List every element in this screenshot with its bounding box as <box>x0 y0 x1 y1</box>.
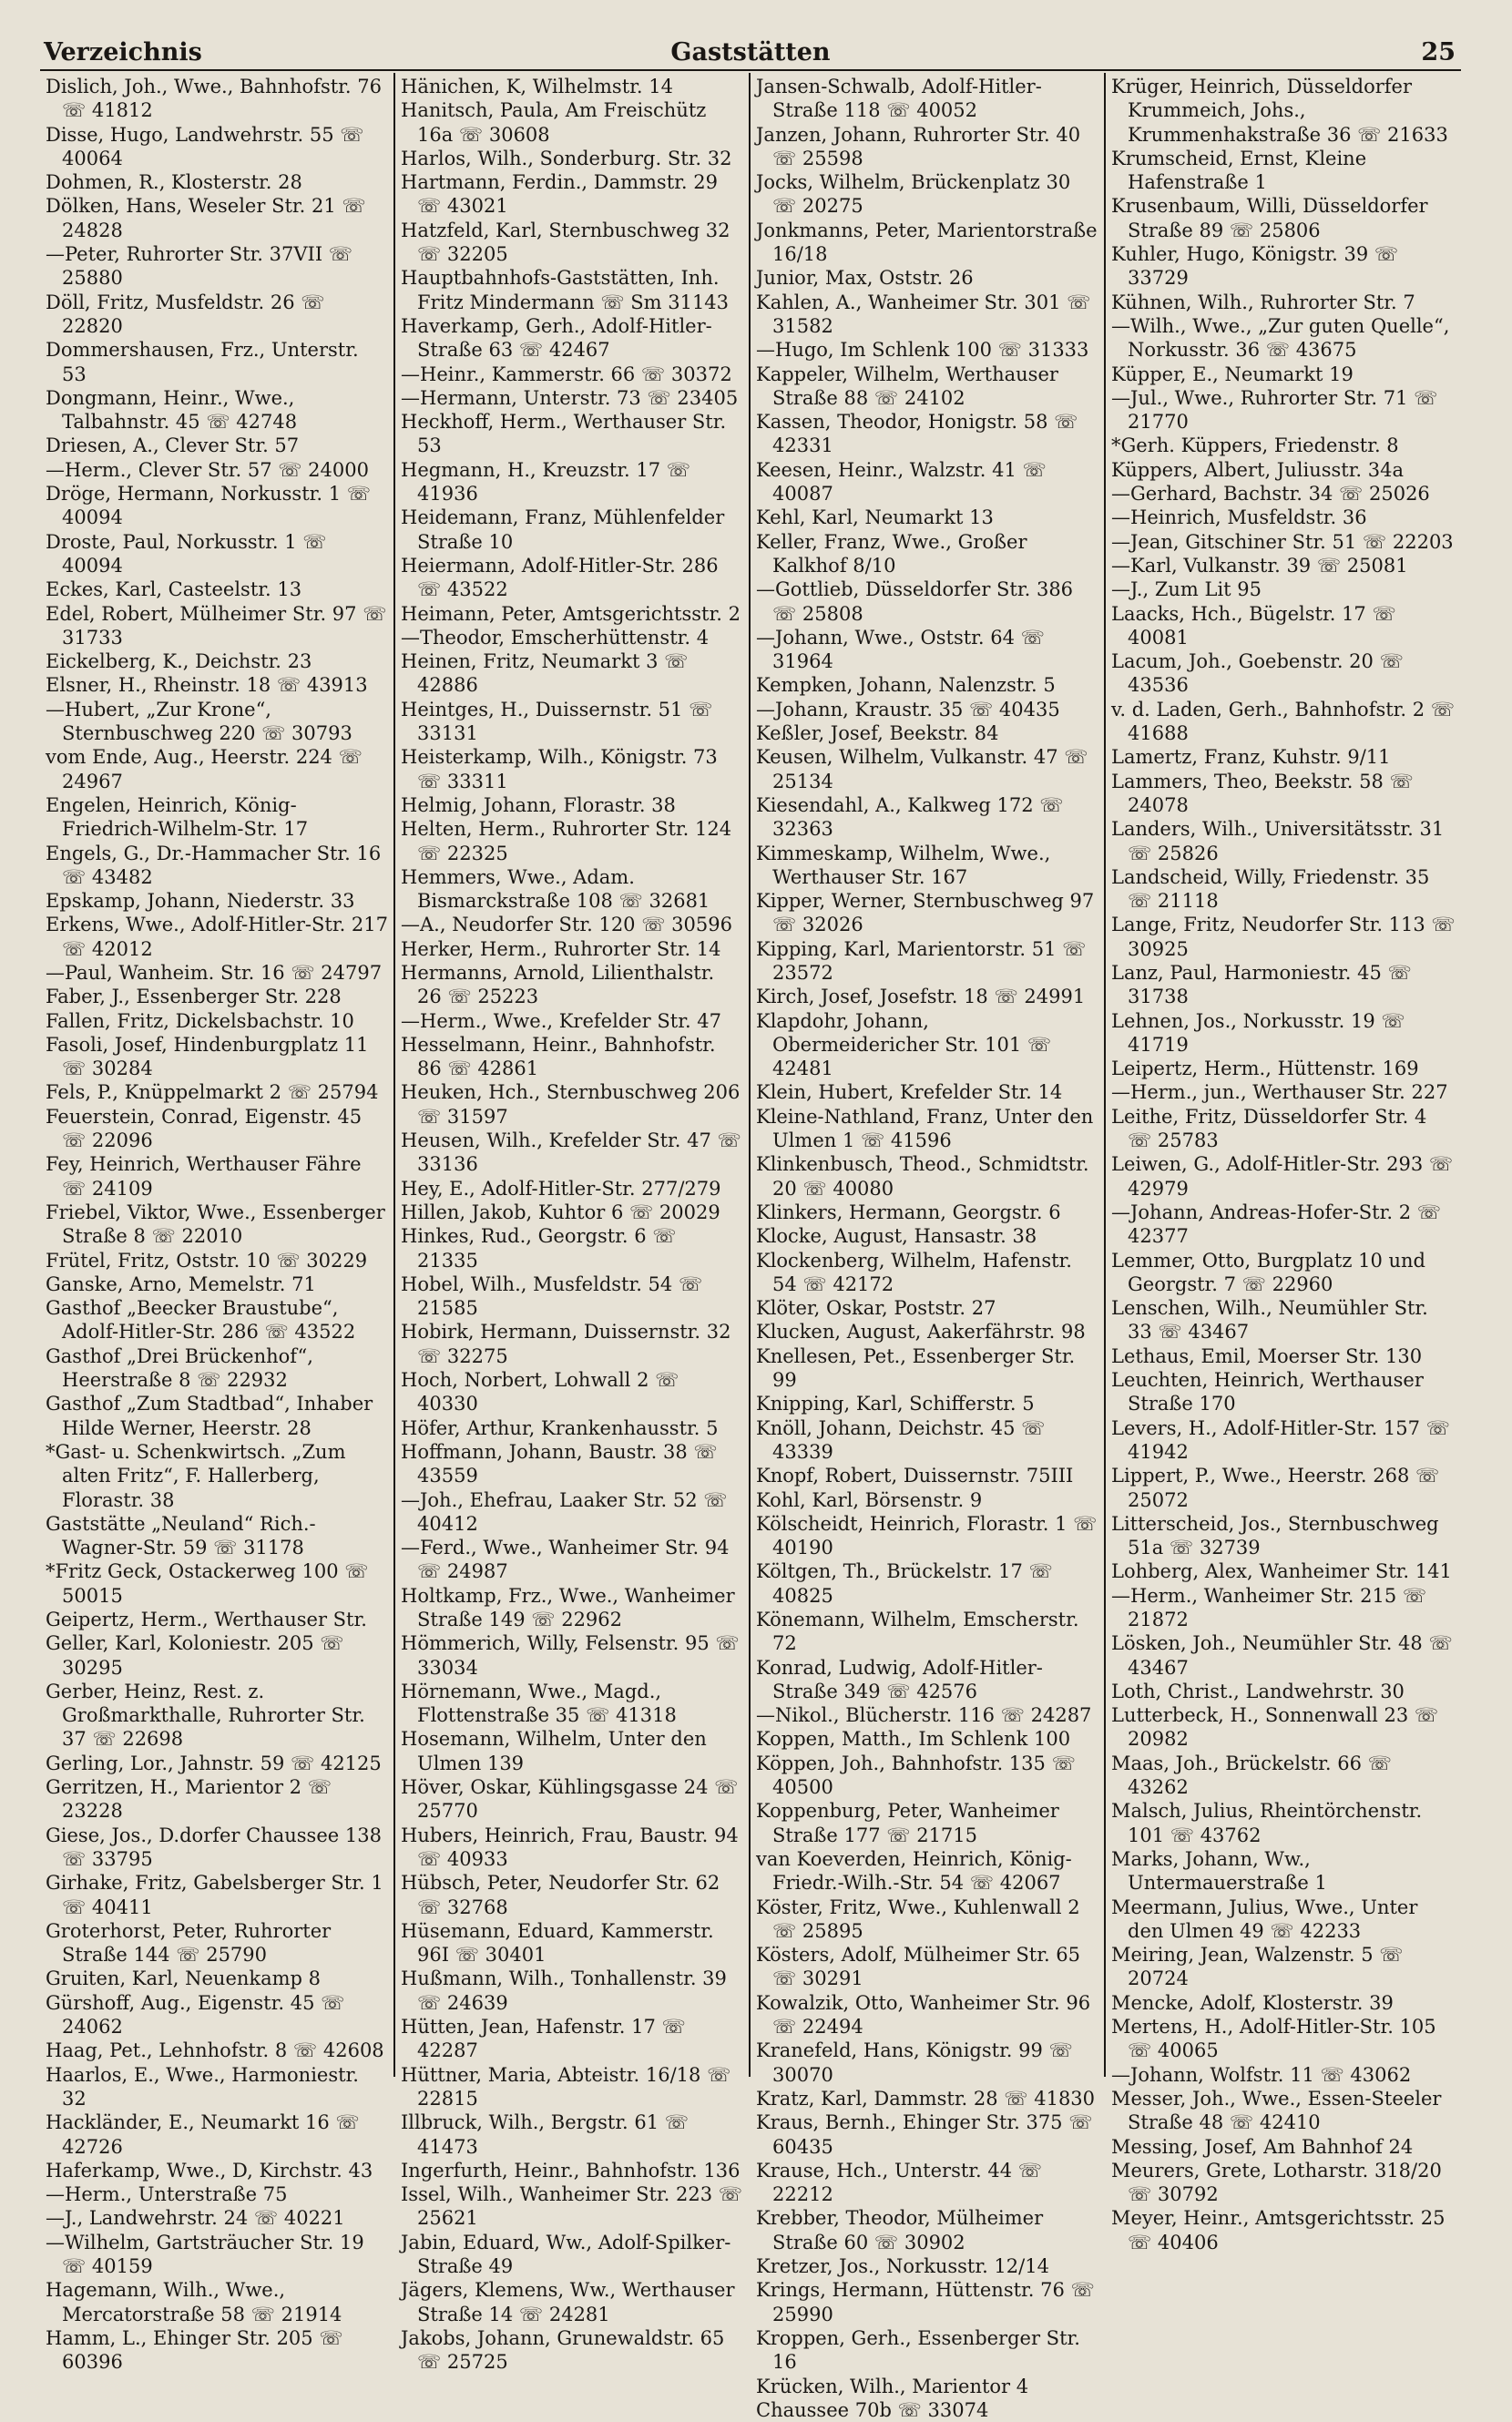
directory-entry: Disse, Hugo, Landwehrstr. 55 ☏ 40064 <box>46 123 364 169</box>
directory-entry: Dongmann, Heinr., Wwe., Talbahnstr. 45 ☏ 42748 <box>46 386 298 434</box>
directory-entry: Koppenburg, Peter, Wanheimer Straße 177 ☏ 21715 <box>756 1800 1059 1846</box>
directory-entry: Giese, Jos., D.dorfer Chaussee 138 ☏ 33795 <box>46 1824 382 1870</box>
directory-entry: Hillen, Jakob, Kuhtor 6 ☏ 20029 <box>401 1201 720 1223</box>
directory-entry: Lutterbeck, H., Sonnenwall 23 ☏ 20982 <box>1111 1704 1439 1751</box>
directory-entry: Eckes, Karl, Casteelstr. 13 <box>46 578 302 601</box>
directory-entry: Landers, Wilh., Universitätsstr. 31 ☏ 25826 <box>1111 818 1445 864</box>
directory-entry: Helten, Herm., Ruhrorter Str. 124 ☏ 22325 <box>401 818 732 864</box>
directory-entry: Kösters, Adolf, Mülheimer Str. 65 ☏ 30291 <box>756 1944 1081 1990</box>
column-1 <box>40 73 395 2374</box>
directory-entry: Kratz, Karl, Dammstr. 28 ☏ 41830 <box>756 2087 1096 2110</box>
directory-entry: Helmig, Johann, Florastr. 38 <box>401 793 676 816</box>
directory-entry: —Heinrich, Musfeldstr. 36 <box>1111 506 1367 529</box>
directory-entry: Engelen, Heinrich, König-Friedrich-Wilhelm-Str. 17 <box>46 793 309 841</box>
directory-entry: Kehl, Karl, Neumarkt 13 <box>756 506 994 529</box>
directory-entry: Laacks, Hch., Bügelstr. 17 ☏ 40081 <box>1111 602 1396 649</box>
directory-entry: Gasthof „Beecker Braustube“, Adolf-Hitler-Str. 286 ☏ 43522 <box>46 1297 356 1344</box>
directory-entry: Klockenberg, Wilhelm, Hafenstr. 54 ☏ 42172 <box>756 1249 1072 1295</box>
directory-entry: —Gottlieb, Düsseldorfer Str. 386 ☏ 25808 <box>756 578 1074 625</box>
directory-entry: —Hermann, Unterstr. 73 ☏ 23405 <box>401 386 739 409</box>
directory-entry: Hubers, Heinrich, Frau, Baustr. 94 ☏ 40933 <box>401 1824 739 1870</box>
directory-entry: Chaussee 70b ☏ 33074 <box>756 2398 989 2421</box>
directory-entry: Klöter, Oskar, Poststr. 27 <box>756 1297 996 1320</box>
directory-entry: Junior, Max, Oststr. 26 <box>756 267 974 290</box>
directory-entry: Krumscheid, Ernst, Kleine Hafenstraße 1 <box>1111 147 1367 194</box>
directory-entry: Lanz, Paul, Harmoniestr. 45 ☏ 31738 <box>1111 961 1412 1008</box>
directory-entry: Engels, G., Dr.-Hammacher Str. 16 ☏ 43482 <box>46 842 382 888</box>
listing-columns <box>40 73 1461 2421</box>
directory-entry: Lacum, Joh., Goebenstr. 20 ☏ 43536 <box>1111 650 1404 697</box>
directory-entry: Krings, Hermann, Hüttenstr. 76 ☏ 25990 <box>756 2279 1095 2325</box>
directory-entry: Leithe, Fritz, Düsseldorfer Str. 4 ☏ 25783 <box>1111 1105 1427 1152</box>
directory-entry: Heiermann, Adolf-Hitler-Str. 286 ☏ 43522 <box>401 554 719 601</box>
directory-entry: Krause, Hch., Unterstr. 44 ☏ 22212 <box>756 2159 1043 2206</box>
directory-entry: Epskamp, Johann, Niederstr. 33 <box>46 890 355 913</box>
directory-entry: Küppers, Albert, Juliusstr. 34a <box>1111 458 1405 481</box>
directory-entry: —Johann, Wwe., Oststr. 64 ☏ 31964 <box>756 626 1045 673</box>
directory-entry: Geller, Karl, Koloniestr. 205 ☏ 30295 <box>46 1632 344 1679</box>
directory-entry: Lethaus, Emil, Moerser Str. 130 <box>1111 1344 1423 1367</box>
directory-entry: Kipping, Karl, Marientorstr. 51 ☏ 23572 <box>756 937 1087 984</box>
directory-entry: Leiwen, G., Adolf-Hitler-Str. 293 ☏ 42979 <box>1111 1153 1454 1200</box>
directory-entry: Hackländer, E., Neumarkt 16 ☏ 42726 <box>46 2111 360 2158</box>
directory-entry: —Joh., Ehefrau, Laaker Str. 52 ☏ 40412 <box>401 1488 728 1535</box>
directory-entry: Krücken, Wilh., Marientor 4 <box>756 2375 1029 2397</box>
directory-entry: Klein, Hubert, Krefelder Str. 14 <box>756 1081 1063 1104</box>
directory-entry: Dohmen, R., Klosterstr. 28 <box>46 171 302 194</box>
directory-entry: Leipertz, Herm., Hüttenstr. 169 <box>1111 1058 1419 1080</box>
directory-entry: Kempken, Johann, Nalenzstr. 5 <box>756 674 1056 697</box>
directory-entry: Heintges, H., Duissernstr. 51 ☏ 33131 <box>401 698 713 745</box>
directory-entry: Kirch, Josef, Josefstr. 18 ☏ 24991 <box>756 986 1086 1008</box>
directory-entry: Fey, Heinrich, Werthauser Fähre ☏ 24109 <box>46 1153 362 1200</box>
directory-entry: Heidemann, Franz, Mühlenfelder Straße 10 <box>401 506 725 553</box>
directory-entry: Hey, E., Adolf-Hitler-Str. 277/279 <box>401 1177 721 1200</box>
directory-entry: Messer, Joh., Wwe., Essen-Steeler Straße 48 ☏ 42410 <box>1111 2087 1442 2134</box>
directory-entry: Gerling, Lor., Jahnstr. 59 ☏ 42125 <box>46 1752 382 1774</box>
directory-entry: Lenschen, Wilh., Neumühler Str. 33 ☏ 43467 <box>1111 1297 1428 1344</box>
directory-entry: Illbruck, Wilh., Bergstr. 61 ☏ 41473 <box>401 2111 690 2158</box>
directory-entry: Knopf, Robert, Duissernstr. 75III <box>756 1465 1074 1487</box>
directory-entry: —Herm., Wwe., Krefelder Str. 47 <box>401 1009 722 1032</box>
directory-entry: Issel, Wilh., Wanheimer Str. 223 ☏ 25621 <box>401 2183 742 2230</box>
directory-entry: Köppen, Joh., Bahnhofstr. 135 ☏ 40500 <box>756 1752 1076 1799</box>
directory-entry: Kappeler, Wilhelm, Werthauser Straße 88 ☏ 24102 <box>756 363 1058 409</box>
directory-entry: Frütel, Fritz, Oststr. 10 ☏ 30229 <box>46 1249 368 1272</box>
directory-entry: Kuhler, Hugo, Königstr. 39 ☏ 33729 <box>1111 243 1399 290</box>
directory-entry: Haarlos, E., Wwe., Harmoniestr. 32 <box>46 2063 359 2110</box>
directory-entry: —Johann, Wolfstr. 11 ☏ 43062 <box>1111 2063 1412 2086</box>
directory-entry: Herker, Herm., Ruhrorter Str. 14 <box>401 937 721 960</box>
page-number: 25 <box>1421 38 1456 66</box>
directory-entry: Geipertz, Herm., Werthauser Str. <box>46 1609 367 1630</box>
directory-entry: Jocks, Wilhelm, Brückenplatz 30 ☏ 20275 <box>756 171 1071 218</box>
directory-entry: —J., Zum Lit 95 <box>1111 578 1262 601</box>
directory-entry: Kimmeskamp, Wilhelm, Wwe., Werthauser Str. 167 <box>756 842 1051 888</box>
column-3 <box>751 73 1106 2421</box>
directory-entry: *Gast- u. Schenkwirtsch. „Zum alten Fritz“, F. Hallerberg, Florastr. 38 <box>46 1440 346 1511</box>
directory-entry: Hüttner, Maria, Abteistr. 16/18 ☏ 22815 <box>401 2063 731 2110</box>
directory-entry: Hänichen, K, Wilhelmstr. 14 <box>401 76 673 97</box>
directory-entry: Feuerstein, Conrad, Eigenstr. 45 ☏ 22096 <box>46 1105 363 1152</box>
page-header <box>40 31 1461 71</box>
directory-entry: Kretzer, Jos., Norkusstr. 12/14 <box>756 2255 1049 2278</box>
directory-entry: Hegmann, H., Kreuzstr. 17 ☏ 41936 <box>401 458 691 506</box>
directory-entry: Faber, J., Essenberger Str. 228 <box>46 986 342 1008</box>
directory-entry: Knöll, Johann, Deichstr. 45 ☏ 43339 <box>756 1416 1046 1463</box>
directory-entry: Hoffmann, Johann, Baustr. 38 ☏ 43559 <box>401 1440 718 1487</box>
directory-entry: Jakobs, Johann, Grunewaldstr. 65 ☏ 25725 <box>401 2326 725 2374</box>
directory-entry: Meermann, Julius, Wwe., Unter den Ulmen 49 ☏ 42233 <box>1111 1896 1418 1942</box>
directory-entry: Meurers, Grete, Lotharstr. 318/20 ☏ 30792 <box>1111 2159 1442 2206</box>
directory-entry: Hemmers, Wwe., Adam. Bismarckstraße 108 ☏ 32681 <box>401 865 710 913</box>
directory-entry: Klapdohr, Johann, Obermeidericher Str. 101 ☏ 42481 <box>756 1009 1052 1080</box>
directory-entry: *Fritz Geck, Ostackerweg 100 ☏ 50015 <box>46 1560 369 1607</box>
directory-entry: Jansen-Schwalb, Adolf-Hitler-Straße 118 ☏ 40052 <box>756 76 1042 122</box>
directory-entry: —Johann, Kraustr. 35 ☏ 40435 <box>756 698 1060 720</box>
directory-entry: Knellesen, Pet., Essenberger Str. 99 <box>756 1344 1076 1392</box>
directory-entry: Kowalzik, Otto, Wanheimer Str. 96 ☏ 22494 <box>756 1991 1091 2039</box>
directory-entry: Hagemann, Wilh., Wwe., Mercatorstraße 58 ☏ 21914 <box>46 2279 342 2325</box>
directory-entry: Dommershausen, Frz., Unterstr. 53 <box>46 339 359 385</box>
directory-entry: Lemmer, Otto, Burgplatz 10 und Georgstr. 7 ☏ 22960 <box>1111 1249 1425 1295</box>
directory-entry: —Gerhard, Bachstr. 34 ☏ 25026 <box>1111 483 1430 506</box>
directory-entry: Keesen, Heinr., Walzstr. 41 ☏ 40087 <box>756 458 1047 506</box>
directory-entry: Friebel, Viktor, Wwe., Essenberger Straße 8 ☏ 22010 <box>46 1201 385 1248</box>
directory-entry: —Paul, Wanheim. Str. 16 ☏ 24797 <box>46 961 383 984</box>
directory-entry: Hosemann, Wilhelm, Unter den Ulmen 139 <box>401 1728 707 1774</box>
directory-entry: Gerritzen, H., Marientor 2 ☏ 23228 <box>46 1776 332 1823</box>
directory-entry: Kroppen, Gerh., Essenberger Str. 16 <box>756 2326 1080 2374</box>
directory-entry: Hanitsch, Paula, Am Freischütz 16a ☏ 30608 <box>401 99 707 146</box>
directory-entry: Köster, Fritz, Wwe., Kuhlenwall 2 ☏ 25895 <box>756 1896 1080 1942</box>
directory-entry: Hauptbahnhofs-Gaststätten, Inh. Fritz Mindermann ☏ Sm 31143 <box>401 267 730 313</box>
directory-entry: Keßler, Josef, Beekstr. 84 <box>756 722 999 745</box>
directory-entry: Lamertz, Franz, Kuhstr. 9/11 <box>1111 746 1391 769</box>
section-label: Verzeichnis <box>44 38 202 66</box>
directory-entry: Malsch, Julius, Rheintörchenstr. 101 ☏ 43762 <box>1111 1800 1423 1846</box>
directory-entry: Droste, Paul, Norkusstr. 1 ☏ 40094 <box>46 530 327 577</box>
directory-entry: Hömmerich, Willy, Felsenstr. 95 ☏ 33034 <box>401 1632 740 1679</box>
directory-entry: Kohl, Karl, Börsenstr. 9 <box>756 1488 983 1511</box>
directory-entry: Hobel, Wilh., Musfeldstr. 54 ☏ 21585 <box>401 1272 703 1320</box>
directory-entry: Hermanns, Arnold, Lilienthalstr. 26 ☏ 25223 <box>401 961 715 1008</box>
directory-entry: Lohberg, Alex, Wanheimer Str. 141 <box>1111 1560 1452 1583</box>
directory-entry: Lehnen, Jos., Norkusstr. 19 ☏ 41719 <box>1111 1009 1405 1056</box>
directory-entry: Hatzfeld, Karl, Sternbuschweg 32 ☏ 32205 <box>401 219 730 266</box>
directory-entry: Gaststätte „Neuland“ Rich.-Wagner-Str. 59 ☏ 31178 <box>46 1512 316 1559</box>
directory-entry: Loth, Christ., Landwehrstr. 30 <box>1111 1680 1405 1702</box>
directory-entry: Krüger, Heinrich, Düsseldorfer Krummeich, Johs., Krummenhakstraße 36 ☏ 21633 <box>1111 76 1448 146</box>
directory-entry: Hörnemann, Wwe., Magd., Flottenstraße 35 ☏ 41318 <box>401 1680 677 1727</box>
directory-entry: Kölscheidt, Heinrich, Florastr. 1 ☏ 40190 <box>756 1512 1098 1559</box>
directory-entry: Könemann, Wilhelm, Emscherstr. 72 <box>756 1609 1079 1655</box>
directory-entry: Jägers, Klemens, Ww., Werthauser Straße 14 ☏ 24281 <box>401 2279 735 2325</box>
directory-entry: Haverkamp, Gerh., Adolf-Hitler-Straße 63 ☏ 42467 <box>401 314 712 362</box>
directory-entry: Fasoli, Josef, Hindenburgplatz 11 ☏ 30284 <box>46 1033 369 1080</box>
directory-entry: vom Ende, Aug., Heerstr. 224 ☏ 24967 <box>46 746 363 792</box>
directory-entry: v. d. Laden, Gerh., Bahnhofstr. 2 ☏ 41688 <box>1111 698 1456 745</box>
directory-entry: —Johann, Andreas-Hofer-Str. 2 ☏ 42377 <box>1111 1201 1441 1248</box>
directory-entry: Kraus, Bernh., Ehinger Str. 375 ☏ 60435 <box>756 2111 1093 2158</box>
directory-entry: —Nikol., Blücherstr. 116 ☏ 24287 <box>756 1704 1092 1727</box>
directory-entry: Levers, H., Adolf-Hitler-Str. 157 ☏ 41942 <box>1111 1416 1450 1463</box>
directory-entry: Hoch, Norbert, Lohwall 2 ☏ 40330 <box>401 1369 679 1415</box>
directory-entry: —Herm., jun., Werthauser Str. 227 <box>1111 1081 1448 1104</box>
directory-entry: Ingerfurth, Heinr., Bahnhofstr. 136 <box>401 2159 741 2182</box>
directory-entry: Meyer, Heinr., Amtsgerichtsstr. 25 ☏ 40406 <box>1111 2207 1446 2253</box>
directory-entry: Haag, Pet., Lehnhofstr. 8 ☏ 42608 <box>46 2039 384 2062</box>
directory-entry: Mertens, H., Adolf-Hitler-Str. 105 ☏ 40065 <box>1111 2016 1436 2062</box>
directory-entry: Erkens, Wwe., Adolf-Hitler-Str. 217 ☏ 42012 <box>46 914 389 960</box>
directory-entry: Klinkers, Hermann, Georgstr. 6 <box>756 1201 1061 1223</box>
directory-entry: Heuken, Hch., Sternbuschweg 206 ☏ 31597 <box>401 1081 741 1128</box>
directory-entry: —Peter, Ruhrorter Str. 37VII ☏ 25880 <box>46 243 353 290</box>
directory-entry: Dölken, Hans, Weseler Str. 21 ☏ 24828 <box>46 195 366 241</box>
directory-entry: Girhake, Fritz, Gabelsberger Str. 1 ☏ 40411 <box>46 1872 383 1918</box>
directory-entry: Kiesendahl, A., Kalkweg 172 ☏ 32363 <box>756 793 1064 841</box>
directory-entry: Kranefeld, Hans, Königstr. 99 ☏ 30070 <box>756 2039 1073 2086</box>
directory-entry: *Gerh. Küppers, Friedenstr. 8 <box>1111 434 1399 457</box>
directory-entry: Hüsemann, Eduard, Kammerstr. 96I ☏ 30401 <box>401 1919 714 1967</box>
directory-entry: Klocke, August, Hansastr. 38 <box>756 1225 1037 1248</box>
directory-entry: Dislich, Joh., Wwe., Bahnhofstr. 76 ☏ 41812 <box>46 76 382 122</box>
directory-entry: Gasthof „Zum Stadtbad“, Inhaber Hilde Werner, Heerstr. 28 <box>46 1393 373 1439</box>
directory-entry: —Wilhelm, Gartsträucher Str. 19 ☏ 40159 <box>46 2231 364 2278</box>
directory-entry: Lippert, P., Wwe., Heerstr. 268 ☏ 25072 <box>1111 1465 1440 1511</box>
directory-entry: Knipping, Karl, Schifferstr. 5 <box>756 1393 1035 1415</box>
directory-entry: Jabin, Eduard, Ww., Adolf-Spilker-Straße 49 <box>401 2231 731 2278</box>
directory-entry: Döll, Fritz, Musfeldstr. 26 ☏ 22820 <box>46 291 325 337</box>
directory-entry: Keusen, Wilhelm, Vulkanstr. 47 ☏ 25134 <box>756 746 1088 792</box>
directory-entry: —Karl, Vulkanstr. 39 ☏ 25081 <box>1111 554 1408 577</box>
directory-entry: —Ferd., Wwe., Wanheimer Str. 94 ☏ 24987 <box>401 1537 730 1583</box>
directory-entry: —Theodor, Emscherhüttenstr. 4 <box>401 626 710 649</box>
directory-entry: —Herm., Wanheimer Str. 215 ☏ 21872 <box>1111 1584 1427 1630</box>
directory-entry: —A., Neudorfer Str. 120 ☏ 30596 <box>401 914 732 936</box>
directory-entry: Lammers, Theo, Beekstr. 58 ☏ 24078 <box>1111 770 1414 816</box>
directory-entry: Mencke, Adolf, Klosterstr. 39 <box>1111 1991 1394 2014</box>
category-title: Gaststätten <box>670 38 831 66</box>
directory-entry: Heinen, Fritz, Neumarkt 3 ☏ 42886 <box>401 650 689 697</box>
directory-entry: Lösken, Joh., Neumühler Str. 48 ☏ 43467 <box>1111 1632 1453 1679</box>
directory-entry: Elsner, H., Rheinstr. 18 ☏ 43913 <box>46 674 368 697</box>
directory-entry: Driesen, A., Clever Str. 57 <box>46 434 300 457</box>
directory-entry: Kahlen, A., Wanheimer Str. 301 ☏ 31582 <box>756 291 1091 337</box>
directory-entry: Jonkmanns, Peter, Marientorstraße 16/18 <box>756 219 1098 266</box>
directory-entry: Meiring, Jean, Walzenstr. 5 ☏ 20724 <box>1111 1944 1404 1990</box>
directory-entry: Kleine-Nathland, Franz, Unter den Ulmen 1 ☏ 41596 <box>756 1105 1094 1152</box>
directory-entry: Leuchten, Heinrich, Werthauser Straße 170 <box>1111 1369 1424 1415</box>
directory-entry: Ganske, Arno, Memelstr. 71 <box>46 1272 316 1295</box>
directory-entry: Holtkamp, Frz., Wwe., Wanheimer Straße 149 ☏ 22962 <box>401 1584 735 1630</box>
directory-entry: Keller, Franz, Wwe., Großer Kalkhof 8/10 <box>756 530 1027 577</box>
directory-entry: Kühnen, Wilh., Ruhrorter Str. 7 <box>1111 291 1415 313</box>
directory-entry: Költgen, Th., Brückelstr. 17 ☏ 40825 <box>756 1560 1053 1607</box>
directory-entry: Höver, Oskar, Kühlingsgasse 24 ☏ 25770 <box>401 1776 739 1823</box>
directory-entry: —Hugo, Im Schlenk 100 ☏ 31333 <box>756 339 1089 362</box>
directory-entry: Konrad, Ludwig, Adolf-Hitler-Straße 349 ☏ 42576 <box>756 1656 1043 1702</box>
directory-entry: Hesselmann, Heinr., Bahnhofstr. 86 ☏ 42861 <box>401 1033 716 1080</box>
directory-entry: Groterhorst, Peter, Ruhrorter Straße 144 ☏ 25790 <box>46 1919 332 1967</box>
directory-entry: Klucken, August, Aakerfährstr. 98 <box>756 1321 1086 1344</box>
directory-entry: Hobirk, Hermann, Duissernstr. 32 ☏ 32275 <box>401 1321 731 1367</box>
directory-entry: —Heinr., Kammerstr. 66 ☏ 30372 <box>401 363 732 385</box>
directory-entry: Heimann, Peter, Amtsgerichtsstr. 2 <box>401 602 741 625</box>
directory-entry: —Herm., Clever Str. 57 ☏ 24000 <box>46 458 369 481</box>
directory-entry: Maas, Joh., Brückelstr. 66 ☏ 43262 <box>1111 1752 1392 1799</box>
directory-entry: van Koeverden, Heinrich, König-Friedr.-Wilh.-Str. 54 ☏ 42067 <box>756 1847 1072 1895</box>
directory-entry: Klinkenbusch, Theod., Schmidtstr. 20 ☏ 40080 <box>756 1153 1089 1200</box>
directory-entry: Harlos, Wilh., Sonderburg. Str. 32 <box>401 147 732 169</box>
column-2 <box>395 73 751 2374</box>
directory-entry: —Jean, Gitschiner Str. 51 ☏ 22203 <box>1111 530 1454 553</box>
directory-entry: Kipper, Werner, Sternbuschweg 97 ☏ 32026 <box>756 890 1095 936</box>
directory-entry: Fels, P., Knüppelmarkt 2 ☏ 25794 <box>46 1081 379 1104</box>
directory-entry: Gerber, Heinz, Rest. z. Großmarkthalle, Ruhrorter Str. 37 ☏ 22698 <box>46 1680 365 1751</box>
directory-entry: —Jul., Wwe., Ruhrorter Str. 71 ☏ 21770 <box>1111 386 1438 434</box>
directory-entry: Heckhoff, Herm., Werthauser Str. 53 <box>401 411 727 457</box>
directory-entry: Hartmann, Ferdin., Dammstr. 29 ☏ 43021 <box>401 171 718 218</box>
directory-entry: —Wilh., Wwe., „Zur guten Quelle“, Norkusstr. 36 ☏ 43675 <box>1111 314 1450 362</box>
directory-entry: Marks, Johann, Ww., Untermauerstraße 1 <box>1111 1847 1327 1895</box>
directory-entry: Landscheid, Willy, Friedenstr. 35 ☏ 21118 <box>1111 865 1430 913</box>
directory-entry: Kassen, Theodor, Honigstr. 58 ☏ 42331 <box>756 411 1078 457</box>
directory-entry: Krusenbaum, Willi, Düsseldorfer Straße 89 ☏ 25806 <box>1111 195 1428 241</box>
directory-entry: Koppen, Matth., Im Schlenk 100 <box>756 1728 1071 1751</box>
directory-entry: Heusen, Wilh., Krefelder Str. 47 ☏ 33136 <box>401 1129 741 1176</box>
directory-entry: Fallen, Fritz, Dickelsbachstr. 10 <box>46 1009 354 1032</box>
directory-entry: Eickelberg, K., Deichstr. 23 <box>46 650 312 673</box>
directory-entry: Messing, Josef, Am Bahnhof 24 <box>1111 2135 1414 2158</box>
column-4 <box>1106 73 1461 2253</box>
directory-entry: —Herm., Unterstraße 75 <box>46 2183 288 2206</box>
directory-entry: Gürshoff, Aug., Eigenstr. 45 ☏ 24062 <box>46 1991 345 2039</box>
directory-entry: Janzen, Johann, Ruhrorter Str. 40 ☏ 25598 <box>756 123 1081 169</box>
directory-entry: Hußmann, Wilh., Tonhallenstr. 39 ☏ 24639 <box>401 1967 727 2014</box>
directory-entry: Höfer, Arthur, Krankenhausstr. 5 <box>401 1416 719 1439</box>
directory-entry: Lange, Fritz, Neudorfer Str. 113 ☏ 30925 <box>1111 914 1456 960</box>
directory-entry: Haferkamp, Wwe., D, Kirchstr. 43 <box>46 2159 373 2182</box>
directory-entry: Gasthof „Drei Brückenhof“, Heerstraße 8 ☏ 22932 <box>46 1344 313 1392</box>
directory-entry: Hütten, Jean, Hafenstr. 17 ☏ 42287 <box>401 2016 686 2062</box>
directory-entry: Gruiten, Karl, Neuenkamp 8 <box>46 1967 322 1990</box>
directory-entry: Litterscheid, Jos., Sternbuschweg 51a ☏ 32739 <box>1111 1512 1439 1559</box>
directory-entry: Hübsch, Peter, Neudorfer Str. 62 ☏ 32768 <box>401 1872 720 1918</box>
directory-entry: Krebber, Theodor, Mülheimer Straße 60 ☏ 30902 <box>756 2207 1044 2253</box>
directory-entry: Dröge, Hermann, Norkusstr. 1 ☏ 40094 <box>46 483 372 529</box>
directory-entry: Küpper, E., Neumarkt 19 <box>1111 363 1354 385</box>
directory-entry: —J., Landwehrstr. 24 ☏ 40221 <box>46 2207 345 2230</box>
directory-entry: Heisterkamp, Wilh., Königstr. 73 ☏ 33311 <box>401 746 718 792</box>
directory-entry: —Hubert, „Zur Krone“, Sternbuschweg 220 ☏ 30793 <box>46 698 352 745</box>
directory-entry: Hamm, L., Ehinger Str. 205 ☏ 60396 <box>46 2326 343 2374</box>
directory-entry: Edel, Robert, Mülheimer Str. 97 ☏ 31733 <box>46 602 387 649</box>
directory-entry: Hinkes, Rud., Georgstr. 6 ☏ 21335 <box>401 1225 677 1272</box>
